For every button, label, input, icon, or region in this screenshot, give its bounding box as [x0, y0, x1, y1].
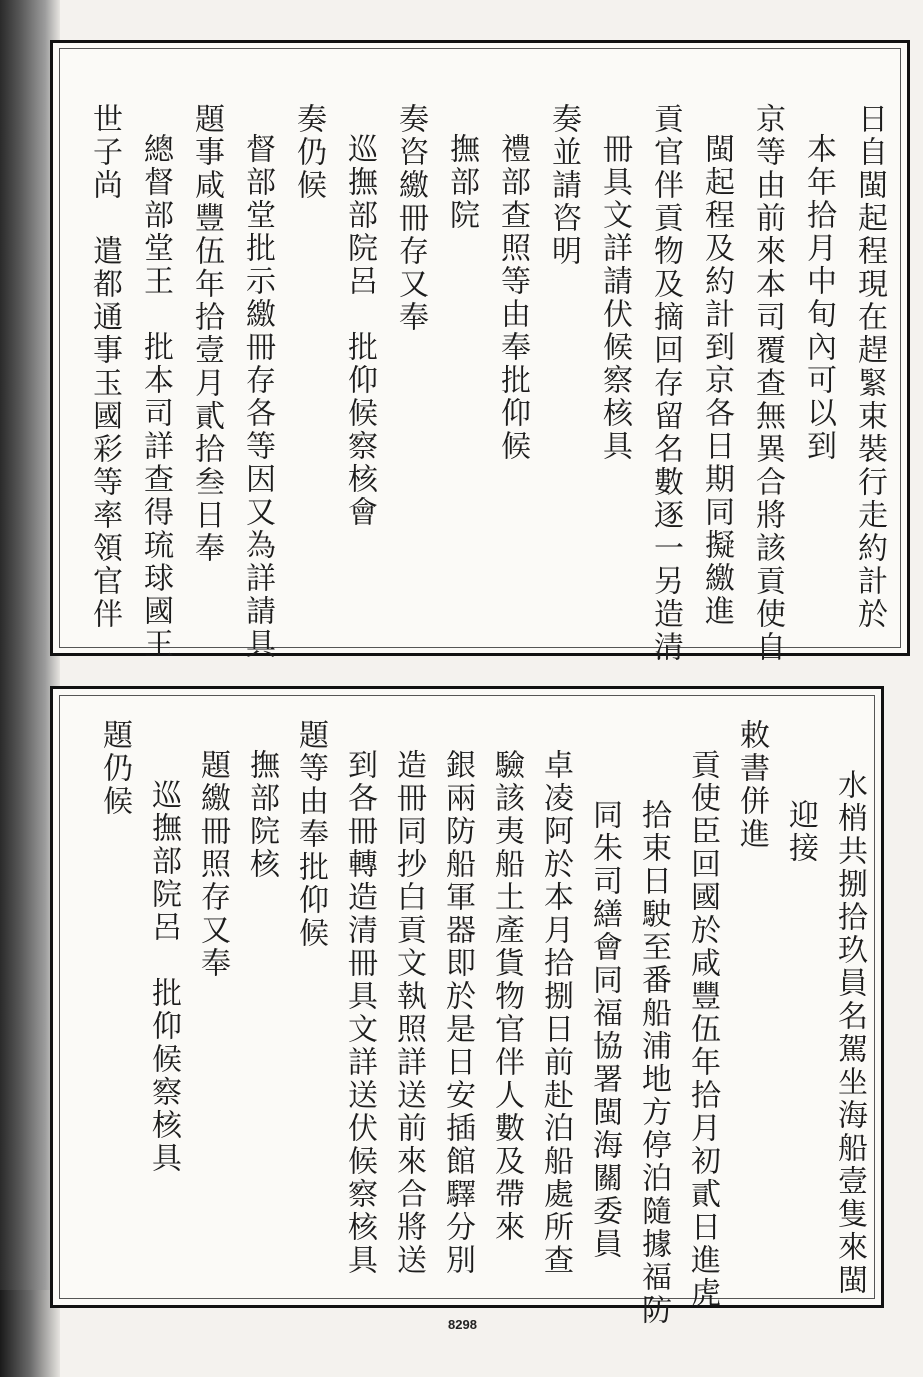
manuscript-column: 巡撫部院呂 批仰候察核會 — [342, 133, 377, 529]
manuscript-column: 日自閩起程現在趕緊束裝行走約計於 — [852, 103, 887, 631]
manuscript-column: 驗該夷船土產貨物官伴人數及帶來 — [489, 749, 524, 1244]
manuscript-column: 禮部查照等由奉批仰候 — [495, 133, 530, 463]
manuscript-column: 冊具文詳請伏候察核具 — [597, 133, 632, 463]
top-panel-columns — [53, 43, 907, 664]
manuscript-column: 奏並請咨明 — [546, 103, 581, 268]
top-manuscript-panel — [50, 40, 910, 664]
manuscript-column: 閩起程及約計到京各日期同擬繳進 — [699, 133, 734, 628]
manuscript-column: 貢使臣回國於咸豐伍年拾月初貳日進虎 — [685, 749, 720, 1310]
manuscript-column: 到各冊轉造清冊具文詳送伏候察核具 — [342, 749, 377, 1277]
manuscript-column: 題事咸豐伍年拾壹月貳拾叁日奉 — [189, 103, 224, 565]
manuscript-column: 造冊同抄白貢文執照詳送前來合將送 — [391, 749, 426, 1277]
manuscript-column: 水梢共捌拾玖員名駕坐海船壹隻來閩 — [832, 769, 867, 1297]
manuscript-column: 撫部院 — [444, 133, 479, 232]
manuscript-column: 拾束日駛至番船浦地方停泊隨據福防 — [636, 799, 671, 1327]
manuscript-column: 京等由前來本司覆查無異合將該貢使自 — [750, 103, 785, 664]
manuscript-column: 總督部堂王 批本司詳查得琉球國王 — [138, 133, 173, 661]
manuscript-column: 題仍候 — [97, 719, 132, 818]
page-number: 8298 — [448, 1317, 477, 1332]
manuscript-column: 督部堂批示繳冊存各等因又為詳請具 — [240, 133, 275, 661]
manuscript-column: 同朱司繕會同福協署閩海關委員 — [587, 799, 622, 1261]
manuscript-column: 撫部院核 — [244, 749, 279, 881]
manuscript-column: 巡撫部院呂 批仰候察核具 — [146, 779, 181, 1175]
manuscript-column: 題繳冊照存又奉 — [195, 749, 230, 980]
manuscript-column: 卓凌阿於本月拾捌日前赴泊船處所查 — [538, 749, 573, 1277]
manuscript-column: 奏咨繳冊存又奉 — [393, 103, 428, 334]
manuscript-column: 敕書併進 — [734, 719, 769, 851]
manuscript-column: 世子尚 遣都通事玉國彩等率領官伴 — [87, 103, 122, 631]
manuscript-column: 奏仍候 — [291, 103, 326, 202]
manuscript-column: 迎接 — [783, 799, 818, 865]
manuscript-column: 銀兩防船軍器即於是日安插館驛分別 — [440, 749, 475, 1277]
manuscript-column: 貢官伴貢物及摘回存留名數逐一另造清 — [648, 103, 683, 664]
manuscript-column: 本年拾月中旬內可以到 — [801, 133, 836, 463]
manuscript-column: 題等由奉批仰候 — [293, 719, 328, 950]
